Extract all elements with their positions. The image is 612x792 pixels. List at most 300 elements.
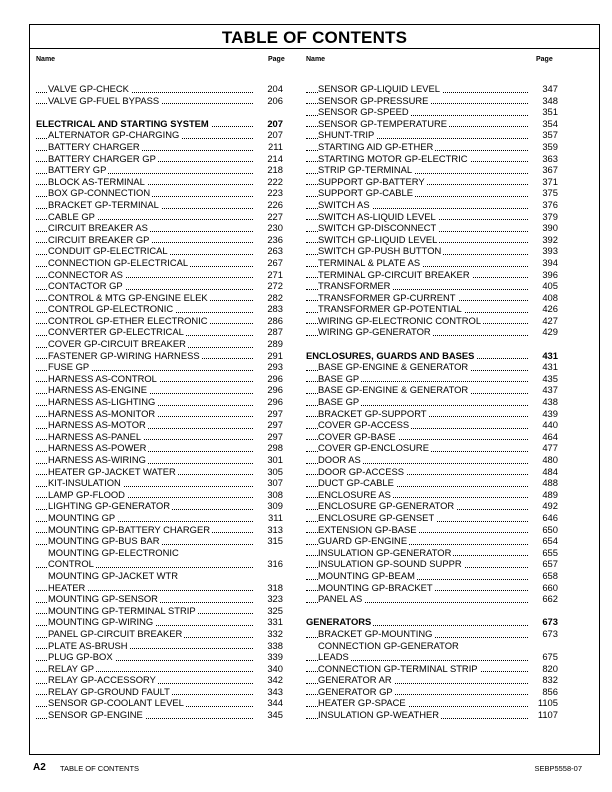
toc-entry[interactable]	[36, 697, 283, 709]
toc-entry[interactable]	[306, 454, 558, 466]
toc-entry[interactable]	[36, 187, 283, 199]
toc-entry[interactable]	[306, 709, 558, 721]
toc-entry-name: CONTROL	[48, 558, 94, 570]
toc-entry-page: 431	[530, 350, 558, 362]
toc-entry-name: INSULATION GP-GENERATOR	[318, 546, 452, 558]
toc-entry[interactable]	[306, 373, 558, 385]
toc-entry-page: 206	[255, 95, 283, 107]
toc-entry[interactable]	[36, 326, 283, 338]
toc-entry-name: HARNESS AS-LIGHTING	[48, 396, 156, 408]
toc-entry-page: 291	[255, 350, 283, 362]
toc-entry-name: CONTROL GP-ELECTRONIC	[48, 303, 174, 315]
toc-entry-name: MOUNTING GP-TERMINAL STRIP	[48, 604, 196, 616]
toc-entry-page: 435	[530, 373, 558, 385]
toc-entry[interactable]	[36, 315, 283, 327]
toc-entry-name: CONVERTER GP-ELECTRICAL	[48, 326, 184, 338]
toc-entry-page: 297	[255, 408, 283, 420]
toc-entry[interactable]	[306, 326, 558, 338]
toc-entry-name: HARNESS AS-CONTROL	[48, 372, 157, 384]
toc-entry[interactable]	[306, 129, 558, 141]
toc-entry-page: 271	[255, 269, 283, 281]
toc-entry-name: MOUNTING GP-BRACKET	[318, 581, 433, 593]
toc-entry[interactable]	[306, 269, 558, 281]
toc-entry-page: 214	[255, 153, 283, 165]
toc-entry-page: 390	[530, 222, 558, 234]
toc-entry-page: 650	[530, 524, 558, 536]
toc-entry[interactable]	[36, 350, 283, 362]
toc-entry[interactable]	[36, 489, 283, 501]
toc-entry-name: INSULATION GP-WEATHER	[318, 709, 440, 721]
toc-entry[interactable]	[306, 211, 558, 223]
toc-entry[interactable]	[36, 558, 283, 570]
toc-entry-name: BLOCK AS-TERMINAL	[48, 175, 145, 187]
toc-entry[interactable]	[36, 338, 283, 350]
toc-entry-page: 392	[530, 234, 558, 246]
toc-entry[interactable]	[36, 164, 283, 176]
toc-entry[interactable]	[36, 605, 283, 617]
toc-entry-name: RELAY GP	[48, 662, 95, 674]
toc-entry-name: HARNESS AS-ENGINE	[48, 384, 147, 396]
toc-entry[interactable]	[36, 129, 283, 141]
toc-entry-page: 296	[255, 373, 283, 385]
toc-entry-name: CONNECTION GP-TERMINAL STRIP	[318, 662, 478, 674]
toc-entry[interactable]	[306, 257, 558, 269]
toc-entry-name: SWITCH GP-PUSH BUTTON	[318, 245, 442, 257]
toc-entry-name: BRACKET GP-SUPPORT	[318, 407, 427, 419]
toc-entry-page: 282	[255, 292, 283, 304]
toc-entry-page: 393	[530, 245, 558, 257]
toc-entry-page: 440	[530, 419, 558, 431]
toc-entry-page: 316	[255, 558, 283, 570]
toc-entry-page: 348	[530, 95, 558, 107]
toc-entry-page: 673	[530, 616, 558, 628]
toc-entry-page: 427	[530, 315, 558, 327]
toc-entry-name: SUPPORT GP-BATTERY	[318, 175, 425, 187]
toc-entry-page: 267	[255, 257, 283, 269]
toc-entry-name: CABLE GP	[48, 210, 95, 222]
toc-entry-name: LEADS	[318, 651, 349, 663]
toc-entry-name: ENCLOSURES, GUARDS AND BASES	[306, 349, 475, 361]
name-header-left: Name	[36, 56, 56, 63]
toc-entry[interactable]	[36, 408, 283, 420]
toc-entry[interactable]	[306, 674, 558, 686]
footer-page-id: A2	[33, 762, 46, 773]
toc-entry[interactable]	[36, 454, 283, 466]
toc-entry[interactable]	[36, 222, 283, 234]
toc-entry[interactable]	[306, 315, 558, 327]
toc-entry[interactable]	[306, 489, 558, 501]
toc-entry-name: HARNESS AS-POWER	[48, 442, 147, 454]
toc-entry-name: CONTROL & MTG GP-ENGINE ELEK	[48, 291, 208, 303]
toc-entry[interactable]	[36, 384, 283, 396]
toc-entry-name: COVER GP-ACCESS	[318, 419, 410, 431]
toc-entry-name: MOUNTING GP-WIRING	[48, 616, 154, 628]
toc-entry-name: PLUG GP-BOX	[48, 651, 113, 663]
toc-entry-name: FASTENER GP-WIRING HARNESS	[48, 349, 200, 361]
toc-entry[interactable]	[306, 95, 558, 107]
toc-entry-page: 207	[255, 118, 283, 130]
toc-entry[interactable]	[306, 535, 558, 547]
toc-entry-name: DOOR AS	[318, 454, 361, 465]
toc-entry[interactable]	[36, 269, 283, 281]
toc-entry-name: BRACKET GP-MOUNTING	[318, 627, 433, 639]
toc-entry[interactable]	[306, 141, 558, 153]
toc-entry[interactable]	[306, 640, 558, 652]
toc-entry-page: 343	[255, 686, 283, 698]
toc-entry-page: 331	[255, 616, 283, 628]
toc-entry-name: CONNECTOR AS	[48, 268, 123, 280]
toc-entry[interactable]	[306, 292, 558, 304]
toc-entry[interactable]	[36, 303, 283, 315]
toc-entry[interactable]	[306, 628, 558, 640]
toc-entry-name: TRANSFORMER GP-POTENTIAL	[318, 303, 462, 315]
toc-entry-page: 211	[255, 141, 283, 153]
toc-entry-page: 660	[530, 582, 558, 594]
toc-entry[interactable]	[36, 466, 283, 478]
toc-entry-page: 438	[530, 396, 558, 408]
toc-entry-page: 301	[255, 454, 283, 466]
toc-entry[interactable]	[36, 373, 283, 385]
toc-entry[interactable]	[306, 396, 558, 408]
page-header-left: Page	[268, 56, 285, 63]
toc-entry-page: 662	[530, 593, 558, 605]
toc-entry-page: 340	[255, 663, 283, 675]
toc-entry[interactable]	[306, 500, 558, 512]
toc-entry-name: FUSE GP	[48, 361, 90, 373]
toc-entry[interactable]	[36, 477, 283, 489]
toc-entry-name: COVER GP-CIRCUIT BREAKER	[48, 338, 186, 350]
toc-entry[interactable]	[36, 500, 283, 512]
toc-entry[interactable]	[36, 663, 283, 675]
footer-section: TABLE OF CONTENTS	[60, 764, 140, 773]
toc-entry-page: 272	[255, 280, 283, 292]
toc-entry-name: BASE GP	[318, 372, 360, 384]
toc-entry-name: BASE GP	[318, 396, 360, 408]
toc-entry-name: COVER GP-ENCLOSURE	[318, 442, 429, 454]
toc-entry[interactable]	[36, 431, 283, 443]
toc-entry[interactable]	[36, 83, 283, 95]
toc-entry-name: GUARD GP-ENGINE	[318, 535, 408, 547]
toc-entry[interactable]	[306, 384, 558, 396]
toc-entry[interactable]	[306, 466, 558, 478]
toc-entry-page: 305	[255, 466, 283, 478]
toc-entry[interactable]	[36, 211, 283, 223]
toc-entry-name: COVER GP-BASE	[318, 430, 396, 442]
toc-entry[interactable]	[36, 570, 283, 582]
toc-entry[interactable]	[306, 686, 558, 698]
toc-entry-name: TRANSFORMER GP-CURRENT	[318, 291, 456, 303]
toc-entry-page: 464	[530, 431, 558, 443]
toc-entry[interactable]	[36, 709, 283, 721]
toc-entry-name: CIRCUIT BREAKER GP	[48, 233, 150, 245]
toc-entry-page: 655	[530, 547, 558, 559]
page-header-right: Page	[536, 56, 553, 63]
toc-entry[interactable]	[36, 280, 283, 292]
toc-entry-name: VALVE GP-CHECK	[48, 83, 129, 94]
toc-entry-name: SHUNT-TRIP	[318, 129, 375, 141]
toc-entry-page: 363	[530, 153, 558, 165]
toc-section-heading[interactable]	[306, 616, 558, 628]
toc-entry-page: 236	[255, 234, 283, 246]
toc-entry[interactable]	[306, 234, 558, 246]
toc-entry-name: MOUNTING GP-BATTERY CHARGER	[48, 523, 210, 535]
toc-entry-name: ENCLOSURE GP-GENERATOR	[318, 500, 455, 512]
toc-entry-name: DUCT GP-CABLE	[318, 477, 394, 489]
toc-entry-page: 344	[255, 697, 283, 709]
title-divider	[30, 48, 599, 49]
toc-entry[interactable]	[306, 663, 558, 675]
toc-entry[interactable]	[306, 442, 558, 454]
toc-entry-page: 437	[530, 384, 558, 396]
toc-entry-page: 313	[255, 524, 283, 536]
toc-entry-page: 347	[530, 83, 558, 95]
toc-entry-page: 230	[255, 222, 283, 234]
toc-entry-name: HEATER GP-JACKET WATER	[48, 465, 176, 477]
toc-entry[interactable]	[306, 118, 558, 130]
toc-entry-page: 323	[255, 593, 283, 605]
toc-entry-page: 820	[530, 663, 558, 675]
toc-entry-page: 283	[255, 303, 283, 315]
toc-entry-page: 223	[255, 187, 283, 199]
toc-entry[interactable]	[306, 593, 558, 605]
toc-entry[interactable]	[36, 442, 283, 454]
toc-entry-name: ENCLOSURE AS	[318, 488, 391, 500]
toc-entry[interactable]	[306, 361, 558, 373]
toc-entry[interactable]	[306, 697, 558, 709]
toc-entry-page: 367	[530, 164, 558, 176]
toc-entry[interactable]	[36, 419, 283, 431]
page-title: TABLE OF CONTENTS	[221, 28, 408, 47]
toc-entry-page: 492	[530, 500, 558, 512]
toc-entry[interactable]	[36, 640, 283, 652]
toc-entry[interactable]	[306, 547, 558, 559]
toc-entry-name: WIRING GP-ELECTRONIC CONTROL	[318, 314, 482, 326]
toc-entry[interactable]	[36, 257, 283, 269]
toc-entry-page: 477	[530, 442, 558, 454]
toc-entry-name: INSULATION GP-SOUND SUPPR	[318, 558, 462, 570]
toc-entry-name: HARNESS AS-PANEL	[48, 430, 142, 442]
toc-entry[interactable]	[36, 628, 283, 640]
toc-entry-page: 654	[530, 535, 558, 547]
toc-entry[interactable]	[36, 593, 283, 605]
toc-entry[interactable]	[36, 141, 283, 153]
toc-entry[interactable]	[306, 558, 558, 570]
toc-entry[interactable]	[36, 674, 283, 686]
toc-entry[interactable]	[306, 408, 558, 420]
toc-entry-name: CONTACTOR GP	[48, 280, 123, 292]
toc-entry-name: STARTING MOTOR GP-ELECTRIC	[318, 152, 468, 164]
toc-entry[interactable]	[36, 512, 283, 524]
toc-entry[interactable]	[306, 582, 558, 594]
toc-entry[interactable]	[306, 570, 558, 582]
toc-entry-name: MOUNTING GP-ELECTRONIC	[48, 546, 179, 558]
toc-entry[interactable]	[306, 222, 558, 234]
toc-entry-page: 222	[255, 176, 283, 188]
toc-entry[interactable]	[306, 431, 558, 443]
toc-section-heading[interactable]	[36, 118, 283, 130]
toc-entry[interactable]	[306, 83, 558, 95]
toc-entry-page: 339	[255, 651, 283, 663]
toc-entry-page: 354	[530, 118, 558, 130]
toc-entry-page: 286	[255, 315, 283, 327]
toc-entry[interactable]	[36, 616, 283, 628]
toc-entry-name: CONDUIT GP-ELECTRICAL	[48, 245, 168, 257]
toc-entry[interactable]	[306, 153, 558, 165]
toc-entry-name: HEATER	[48, 581, 86, 593]
toc-entry[interactable]	[306, 419, 558, 431]
toc-entry-page: 484	[530, 466, 558, 478]
toc-entry-name: ALTERNATOR GP-CHARGING	[48, 129, 180, 141]
toc-entry-name: SENSOR GP-COOLANT LEVEL	[48, 697, 184, 709]
toc-entry-page: 376	[530, 199, 558, 211]
toc-entry-name: BASE GP-ENGINE & GENERATOR	[318, 384, 469, 396]
toc-entry-name: HEATER GP-SPACE	[318, 697, 406, 709]
toc-entry-page: 332	[255, 628, 283, 640]
toc-entry-name: KIT-INSULATION	[48, 477, 121, 489]
toc-entry-page: 293	[255, 361, 283, 373]
toc-entry[interactable]	[306, 106, 558, 118]
toc-entry-name: LIGHTING GP-GENERATOR	[48, 500, 171, 512]
toc-entry-name: CIRCUIT BREAKER AS	[48, 222, 148, 234]
toc-entry-name: PANEL AS	[318, 593, 363, 605]
toc-entry-page: 657	[530, 558, 558, 570]
toc-entry[interactable]	[306, 303, 558, 315]
toc-entry-page: 297	[255, 431, 283, 443]
toc-entry[interactable]	[36, 176, 283, 188]
toc-entry-page: 405	[530, 280, 558, 292]
toc-entry-page: 1107	[530, 709, 558, 721]
toc-entry-page: 396	[530, 269, 558, 281]
toc-entry-name: MOUNTING GP-JACKET WTR	[48, 569, 179, 581]
toc-entry-page: 357	[530, 129, 558, 141]
toc-entry[interactable]	[306, 477, 558, 489]
toc-entry-page: 296	[255, 384, 283, 396]
toc-entry-page: 297	[255, 419, 283, 431]
toc-entry-page: 338	[255, 640, 283, 652]
toc-entry-page: 394	[530, 257, 558, 269]
toc-entry-name: PLATE AS-BRUSH	[48, 639, 128, 651]
toc-entry-page: 375	[530, 187, 558, 199]
footer-doc-code: SEBP5558-07	[534, 764, 582, 773]
toc-entry-name: TERMINAL & PLATE AS	[318, 256, 421, 268]
toc-entry[interactable]	[306, 187, 558, 199]
toc-entry[interactable]	[36, 582, 283, 594]
toc-entry-page: 218	[255, 164, 283, 176]
toc-entry-page: 204	[255, 83, 283, 95]
toc-entry-name: SENSOR GP-PRESSURE	[318, 94, 429, 106]
toc-entry[interactable]	[306, 651, 558, 663]
toc-entry-name: MOUNTING GP-BUS BAR	[48, 535, 160, 547]
toc-entry-name: BATTERY CHARGER	[48, 140, 140, 152]
toc-entry-page: 675	[530, 651, 558, 663]
toc-entry-page: 263	[255, 245, 283, 257]
toc-entry-name: BOX GP-CONNECTION	[48, 187, 151, 199]
toc-entry-page: 646	[530, 512, 558, 524]
section-spacer	[306, 605, 558, 617]
toc-entry[interactable]	[306, 164, 558, 176]
toc-entry[interactable]	[306, 524, 558, 536]
name-header-right: Name	[306, 56, 326, 63]
toc-entry-name: CONNECTION GP-GENERATOR	[318, 639, 459, 651]
toc-entry[interactable]	[36, 686, 283, 698]
toc-entry[interactable]	[36, 245, 283, 257]
toc-entry-page: 315	[255, 535, 283, 547]
toc-entry[interactable]	[36, 199, 283, 211]
toc-entry-name: TRANSFORMER	[318, 280, 391, 292]
toc-entry[interactable]	[36, 524, 283, 536]
toc-entry-name: MOUNTING GP	[48, 511, 116, 523]
toc-entry-name: RELAY GP-GROUND FAULT	[48, 685, 170, 697]
toc-entry-name: DOOR GP-ACCESS	[318, 465, 404, 477]
toc-entry-name: MOUNTING GP-BEAM	[318, 569, 415, 581]
toc-entry-page: 379	[530, 211, 558, 223]
toc-entry-page: 408	[530, 292, 558, 304]
toc-entry-page: 1105	[530, 697, 558, 709]
toc-entry-page: 309	[255, 500, 283, 512]
toc-entry-name: CONNECTION GP-ELECTRICAL	[48, 256, 189, 268]
toc-entry-page: 673	[530, 628, 558, 640]
toc-entry-page: 480	[530, 454, 558, 466]
toc-entry-page: 371	[530, 176, 558, 188]
toc-entry[interactable]	[306, 176, 558, 188]
toc-entry[interactable]	[36, 361, 283, 373]
toc-entry-name: SWITCH AS	[318, 198, 370, 210]
toc-entry-name: PANEL GP-CIRCUIT BREAKER	[48, 627, 183, 639]
toc-entry[interactable]	[36, 234, 283, 246]
toc-entry[interactable]	[36, 396, 283, 408]
toc-entry[interactable]	[36, 153, 283, 165]
toc-entry[interactable]	[306, 512, 558, 524]
toc-entry-page: 359	[530, 141, 558, 153]
toc-entry-name: HARNESS AS-MONITOR	[48, 407, 156, 419]
toc-entry-name: SENSOR GP-ENGINE	[48, 709, 143, 721]
toc-entry-name: ENCLOSURE GP-GENSET	[318, 511, 435, 523]
toc-entry-name: SUPPORT GP-CABLE	[318, 187, 413, 199]
toc-section-heading[interactable]	[306, 350, 558, 362]
toc-entry-name: GENERATORS	[306, 616, 372, 628]
left-column	[36, 83, 283, 721]
toc-entry-name: SWITCH GP-DISCONNECT	[318, 222, 437, 234]
toc-entry-name: CONTROL GP-ETHER ELECTRONIC	[48, 314, 208, 326]
toc-entry-name: WIRING GP-GENERATOR	[318, 326, 431, 338]
toc-entry-name: LAMP GP-FLOOD	[48, 488, 125, 500]
toc-frame	[29, 24, 600, 755]
toc-entry-page: 287	[255, 326, 283, 338]
toc-entry-page: 226	[255, 199, 283, 211]
toc-entry-name: BRACKET GP-TERMINAL	[48, 198, 159, 210]
toc-entry[interactable]	[306, 280, 558, 292]
toc-entry-name: ELECTRICAL AND STARTING SYSTEM	[36, 117, 209, 129]
toc-entry-page: 832	[530, 674, 558, 686]
toc-entry-name: TERMINAL GP-CIRCUIT BREAKER	[318, 268, 470, 280]
toc-entry[interactable]	[36, 651, 283, 663]
toc-entry[interactable]	[36, 292, 283, 304]
toc-entry-page: 351	[530, 106, 558, 118]
right-column	[306, 83, 558, 721]
toc-entry[interactable]	[36, 535, 283, 547]
toc-entry-name: STARTING AID GP-ETHER	[318, 140, 434, 152]
toc-entry[interactable]	[306, 245, 558, 257]
toc-entry-page: 296	[255, 396, 283, 408]
toc-entry[interactable]	[36, 547, 283, 559]
toc-entry[interactable]	[306, 199, 558, 211]
toc-entry-name: SENSOR GP-SPEED	[318, 106, 409, 118]
toc-entry-name: BATTERY CHARGER GP	[48, 152, 156, 164]
toc-entry-name: SWITCH GP-LIQUID LEVEL	[318, 233, 438, 245]
toc-entry-page: 658	[530, 570, 558, 582]
toc-entry[interactable]	[36, 95, 283, 107]
toc-entry-name: BATTERY GP	[48, 164, 107, 176]
